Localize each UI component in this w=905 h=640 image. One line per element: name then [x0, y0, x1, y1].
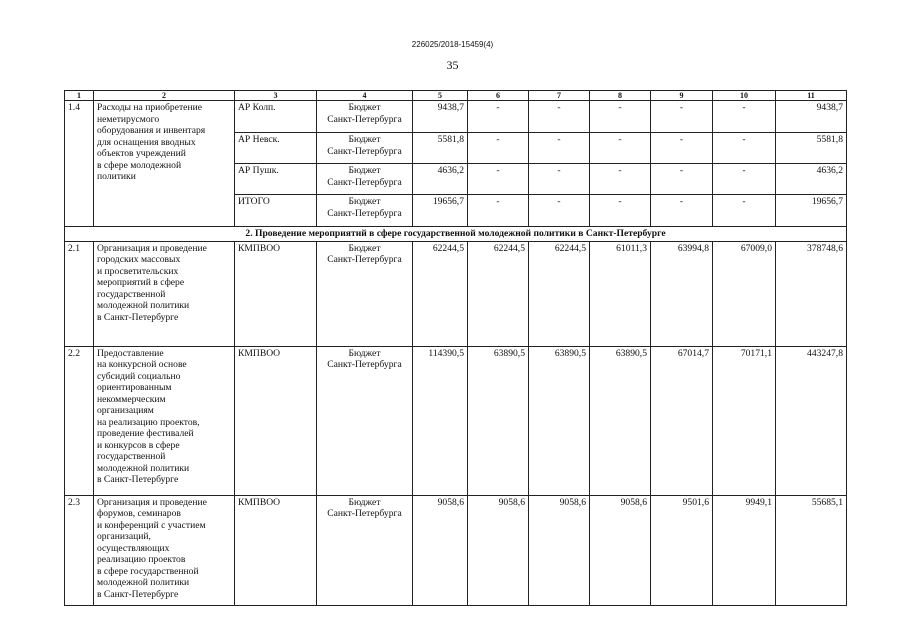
funding-source: Бюджет Санкт-Петербурга — [317, 495, 413, 605]
column-number: 4 — [317, 91, 413, 101]
column-number: 5 — [413, 91, 468, 101]
total-cell: 443247,8 — [776, 346, 847, 495]
value-cell: - — [468, 164, 529, 195]
funding-source: Бюджет Санкт-Петербурга — [317, 101, 413, 133]
value-cell: 19656,7 — [413, 195, 468, 227]
executor: АР Невск. — [235, 133, 317, 164]
item-name: Организация и проведение форумов, семинаров и конференций с участием организаций, осуществляющих реализацию проектов в сфере государственной молодежной политики в Санкт-Петербурге — [94, 495, 235, 605]
row-number: 2.3 — [65, 495, 94, 605]
value-cell: - — [590, 101, 651, 133]
total-cell: 378748,6 — [776, 241, 847, 346]
value-cell: 63994,8 — [651, 241, 713, 346]
total-cell: 5581,8 — [776, 133, 847, 164]
value-cell: 63890,5 — [529, 346, 590, 495]
total-cell: 55685,1 — [776, 495, 847, 605]
value-cell: - — [651, 133, 713, 164]
value-cell: - — [529, 133, 590, 164]
funding-source: Бюджет Санкт-Петербурга — [317, 164, 413, 195]
section-title: 2. Проведение мероприятий в сфере государственной молодежной политики в Санкт-Петербурге — [65, 227, 847, 242]
value-cell: - — [651, 164, 713, 195]
value-cell: - — [590, 164, 651, 195]
value-cell: 5581,8 — [413, 133, 468, 164]
total-cell: 4636,2 — [776, 164, 847, 195]
value-cell: - — [529, 164, 590, 195]
value-cell: - — [713, 133, 776, 164]
value-cell: 9949,1 — [713, 495, 776, 605]
value-cell: - — [468, 101, 529, 133]
value-cell: 9058,6 — [529, 495, 590, 605]
section-row — [65, 227, 847, 242]
value-cell: - — [651, 101, 713, 133]
value-cell: - — [529, 195, 590, 227]
value-cell: 9058,6 — [590, 495, 651, 605]
item-name: Организация и проведение городских массовых и просветительских мероприятий в сфере государственной молодежной политики в Санкт-Петербурге — [94, 241, 235, 346]
value-cell: 114390,5 — [413, 346, 468, 495]
value-cell: 63890,5 — [468, 346, 529, 495]
value-cell: 67009,0 — [713, 241, 776, 346]
value-cell: 63890,5 — [590, 346, 651, 495]
value-cell: - — [468, 133, 529, 164]
value-cell: - — [590, 133, 651, 164]
value-cell: - — [713, 195, 776, 227]
value-cell: 4636,2 — [413, 164, 468, 195]
row-number: 2.2 — [65, 346, 94, 495]
value-cell: 9438,7 — [413, 101, 468, 133]
column-number: 8 — [590, 91, 651, 101]
table-row — [65, 346, 847, 495]
column-number: 9 — [651, 91, 713, 101]
value-cell: 62244,5 — [413, 241, 468, 346]
table-row — [65, 101, 847, 133]
executor: ИТОГО — [235, 195, 317, 227]
executor: АР Колп. — [235, 101, 317, 133]
column-number: 1 — [65, 91, 94, 101]
value-cell: 62244,5 — [529, 241, 590, 346]
value-cell: - — [468, 195, 529, 227]
column-number: 2 — [94, 91, 235, 101]
column-number: 3 — [235, 91, 317, 101]
executor: АР Пушк. — [235, 164, 317, 195]
column-number: 7 — [529, 91, 590, 101]
value-cell: - — [651, 195, 713, 227]
document-id: 226025/2018-15459(4) — [411, 40, 494, 49]
column-number: 6 — [468, 91, 529, 101]
budget-table — [64, 90, 847, 606]
item-name: Предоставление на конкурсной основе субсидий социально ориентированным некоммерческим организациям на реализацию проектов, проведение фестивалей и конкурсов в сфере государственной молодежной политики в Санкт-Петербурге — [94, 346, 235, 495]
value-cell: 9058,6 — [468, 495, 529, 605]
row-number: 2.1 — [65, 241, 94, 346]
table-row — [65, 241, 847, 346]
value-cell: - — [529, 101, 590, 133]
total-cell: 9438,7 — [776, 101, 847, 133]
value-cell: 61011,3 — [590, 241, 651, 346]
total-cell: 19656,7 — [776, 195, 847, 227]
column-number: 11 — [776, 91, 847, 101]
funding-source: Бюджет Санкт-Петербурга — [317, 133, 413, 164]
table-row — [65, 495, 847, 605]
item-name: Расходы на приобретение неметирусмого оборудования и инвентаря для оснащения вводных объектов учреждений в сфере молодежной политики — [94, 101, 235, 227]
funding-source: Бюджет Санкт-Петербурга — [317, 346, 413, 495]
executor: КМПВОО — [235, 495, 317, 605]
page-number: 35 — [446, 58, 459, 72]
funding-source: Бюджет Санкт-Петербурга — [317, 241, 413, 346]
value-cell: 70171,1 — [713, 346, 776, 495]
funding-source: Бюджет Санкт-Петербурга — [317, 195, 413, 227]
value-cell: - — [590, 195, 651, 227]
executor: КМПВОО — [235, 241, 317, 346]
value-cell: 62244,5 — [468, 241, 529, 346]
value-cell: - — [713, 164, 776, 195]
value-cell: 9058,6 — [413, 495, 468, 605]
value-cell: 67014,7 — [651, 346, 713, 495]
executor: КМПВОО — [235, 346, 317, 495]
column-number: 10 — [713, 91, 776, 101]
value-cell: - — [713, 101, 776, 133]
value-cell: 9501,6 — [651, 495, 713, 605]
column-number-row — [65, 91, 847, 101]
row-number: 1.4 — [65, 101, 94, 227]
